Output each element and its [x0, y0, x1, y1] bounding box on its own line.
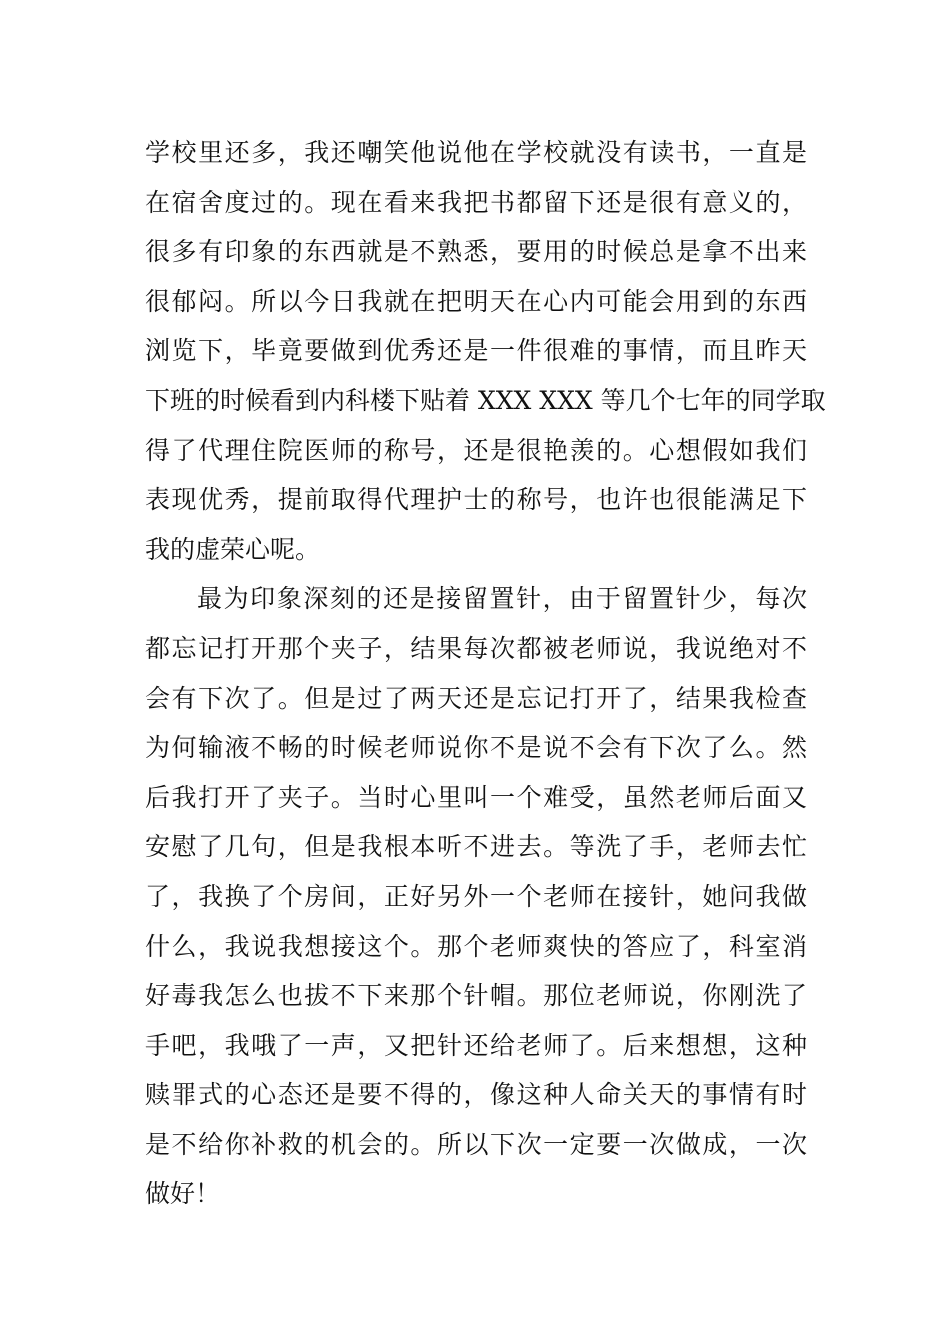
paragraph-1 [145, 128, 826, 574]
text-line: 了，我换了个房间，正好另外一个老师在接针，她问我做 [145, 881, 807, 911]
body-text [145, 128, 826, 1219]
text-line: 很郁闷。所以今日我就在把明天在心内可能会用到的东西 [145, 286, 807, 316]
text-line: 是不给你补救的机会的。所以下次一定要一次做成，一次 [145, 1129, 807, 1159]
text-line: 为何输液不畅的时候老师说你不是说不会有下次了么。然 [145, 733, 807, 763]
text-line: 都忘记打开那个夹子，结果每次都被老师说，我说绝对不 [145, 633, 807, 663]
text-line: 下班的时候看到内科楼下贴着 XXX XXX 等几个七年的同学取 [145, 385, 826, 415]
text-line: 什么，我说我想接这个。那个老师爽快的答应了，科室消 [145, 931, 807, 961]
text-line: 表现优秀，提前取得代理护士的称号，也许也很能满足下 [145, 485, 807, 515]
text-line: 在宿舍度过的。现在看来我把书都留下还是很有意义的， [145, 187, 807, 217]
text-line: 做好！ [145, 1179, 221, 1209]
text-line: 学校里还多，我还嘲笑他说他在学校就没有读书，一直是 [145, 138, 807, 167]
text-line: 浏览下，毕竟要做到优秀还是一件很难的事情，而且昨天 [145, 336, 807, 366]
text-line: 最为印象深刻的还是接留置针，由于留置针少，每次 [197, 584, 807, 614]
text-line: 安慰了几句，但是我根本听不进去。等洗了手，老师去忙 [145, 832, 807, 862]
text-line: 会有下次了。但是过了两天还是忘记打开了，结果我检查 [145, 683, 807, 713]
text-line: 好毒我怎么也拔不下来那个针帽。那位老师说，你刚洗了 [145, 981, 807, 1011]
text-line: 得了代理住院医师的称号，还是很艳羡的。心想假如我们 [145, 435, 807, 465]
text-line: 手吧，我哦了一声，又把针还给老师了。后来想想，这种 [145, 1030, 807, 1060]
text-line: 我的虚荣心呢。 [145, 534, 321, 564]
text-line: 赎罪式的心态还是要不得的，像这种人命关天的事情有时 [145, 1080, 807, 1110]
paragraph-2 [145, 574, 807, 1219]
text-line: 后我打开了夹子。当时心里叫一个难受，虽然老师后面又 [145, 782, 807, 812]
text-line: 很多有印象的东西就是不熟悉，要用的时候总是拿不出来 [145, 237, 807, 267]
